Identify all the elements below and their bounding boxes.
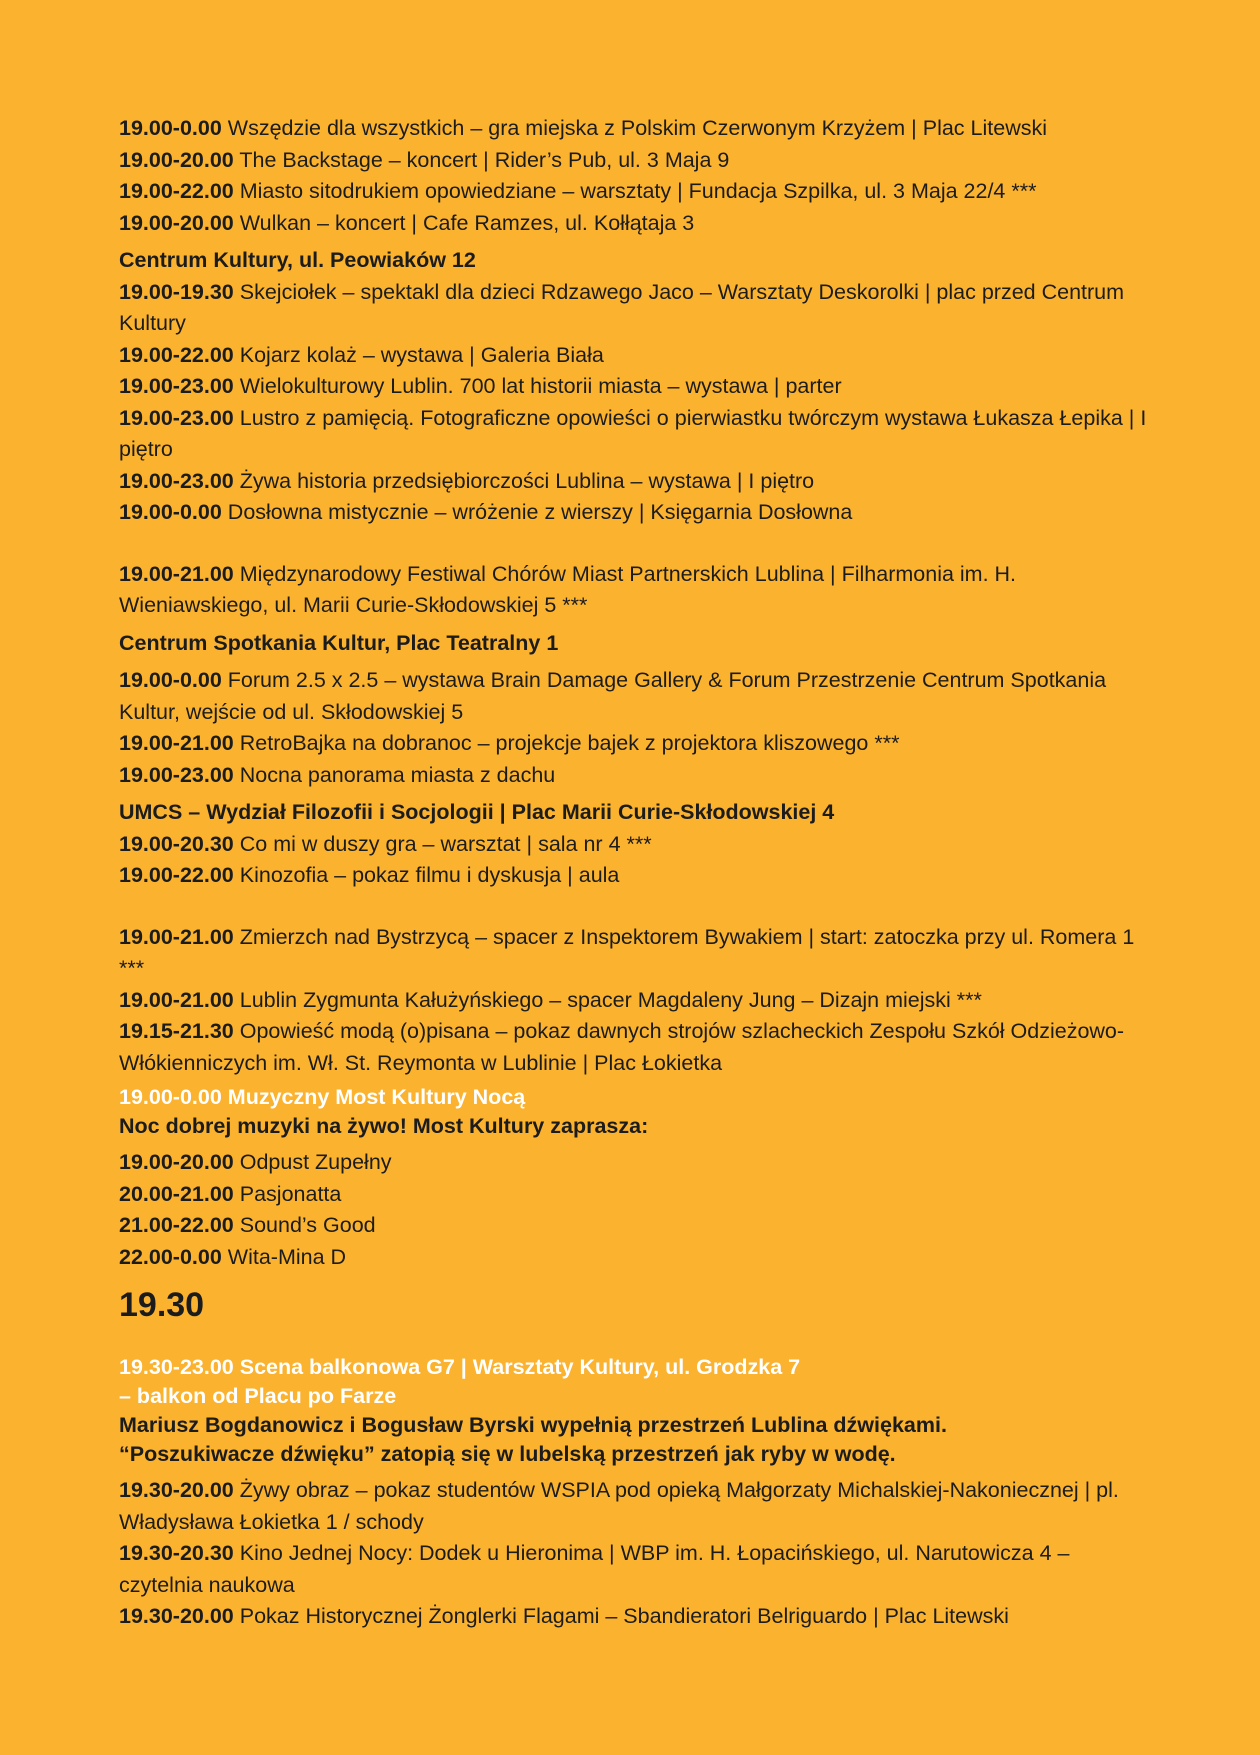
event-time: 19.00-0.00 xyxy=(119,668,222,692)
event-time: 19.00-21.00 xyxy=(119,561,234,586)
event-row xyxy=(119,208,1149,240)
event-desc: Lublin Zygmunta Kałużyńskiego – spacer Magdaleny Jung – Dizajn miejski *** xyxy=(239,987,982,1012)
event-row xyxy=(119,985,1149,1017)
event-time: 19.00-23.00 xyxy=(119,762,234,787)
event-row xyxy=(119,760,1149,792)
event-row xyxy=(119,1538,1149,1601)
event-time: 19.00-20.30 xyxy=(119,831,234,856)
event-desc: Opowieść modą (o)pisana – pokaz dawnych strojów szlacheckich Zespołu Szkół Odzieżowo-Włókienniczych im. Wł. St. Reymonta w Lublinie | Plac Łokietka xyxy=(119,1019,1125,1075)
event-desc: Żywy obraz – pokaz studentów WSPIA pod opieką Małgorzaty Michalskiej-Nakoniecznej | pl. Władysława Łokietka 1 / schody xyxy=(119,1478,1119,1534)
event-time: 19.00-23.00 xyxy=(119,374,234,398)
event-time: 19.00-23.00 xyxy=(119,468,234,493)
event-time: 21.00-22.00 xyxy=(119,1213,234,1237)
event-time: 19.00-23.00 xyxy=(119,405,234,430)
event-row xyxy=(119,277,1149,340)
section-events-2 xyxy=(119,277,1149,529)
most-kultury-heading: 19.00-0.00 Muzyczny Most Kultury Nocą xyxy=(119,1085,526,1109)
event-desc: Żywa historia przedsiębiorczości Lublina – wystawa | I piętro xyxy=(239,468,815,493)
event-desc: Zmierzch nad Bystrzycą – spacer z Inspektorem Bywakiem | start: zatoczka przy ul. Romera 1 *** xyxy=(119,924,1135,980)
event-time: 19.00-19.30 xyxy=(119,279,234,304)
event-desc: Wszędzie dla wszystkich – gra miejska z Polskim Czerwonym Krzyżem | Plac Litewski xyxy=(227,116,1048,140)
event-desc: RetroBajka na dobranoc – projekcje bajek z projektora kliszowego *** xyxy=(239,731,900,755)
event-desc: Wulkan – koncert | Cafe Ramzes, ul. Kołłątaja 3 xyxy=(239,210,695,235)
event-desc: Wita-Mina D xyxy=(227,1244,347,1269)
scena-subheading-line2: “Poszukiwacze dźwięku” zatopią się w lubelską przestrzeń jak ryby w wodę. xyxy=(119,1442,896,1466)
event-time: 19.30-20.00 xyxy=(119,1604,234,1628)
spacer xyxy=(119,892,1149,922)
venue-heading-csk: Centrum Spotkania Kultur, Plac Teatralny 1 xyxy=(119,630,559,655)
event-time: 19.00-22.00 xyxy=(119,179,234,203)
event-time: 19.00-21.00 xyxy=(119,987,234,1012)
event-row xyxy=(119,113,1149,145)
event-desc: Kojarz kolaż – wystawa | Galeria Biała xyxy=(239,342,604,367)
event-desc: Międzynarodowy Festiwal Chórów Miast Partnerskich Lublina | Filharmonia im. H. Wieniawskiego, ul. Marii Curie-Skłodowskiej 5 *** xyxy=(119,561,1017,617)
event-time: 20.00-21.00 xyxy=(119,1181,234,1206)
section-events-8 xyxy=(119,1475,1149,1633)
event-desc: Dosłowna mistycznie – wróżenie z wierszy | Księgarnia Dosłowna xyxy=(227,500,853,524)
scena-heading-line1: 19.30-23.00 Scena balkonowa G7 | Warsztaty Kultury, ul. Grodzka 7 xyxy=(119,1355,801,1379)
program-content xyxy=(119,113,1149,1633)
event-row xyxy=(119,176,1149,208)
event-row xyxy=(119,497,1149,529)
event-desc: Odpust Zupełny xyxy=(239,1150,392,1174)
section-events-7 xyxy=(119,1147,1149,1273)
event-row xyxy=(119,340,1149,372)
event-desc: The Backstage – koncert | Rider’s Pub, ul. 3 Maja 9 xyxy=(239,147,730,172)
event-desc: Pasjonatta xyxy=(239,1181,342,1206)
event-time: 19.00-21.00 xyxy=(119,731,234,755)
event-time: 19.00-21.00 xyxy=(119,924,234,949)
section-events-6 xyxy=(119,922,1149,1080)
hour-heading: 19.30 xyxy=(119,1286,205,1324)
event-desc: Wielokulturowy Lublin. 700 lat historii miasta – wystawa | parter xyxy=(239,374,842,398)
venue-heading-umcs: UMCS – Wydział Filozofii i Socjologii | Plac Marii Curie-Skłodowskiej 4 xyxy=(119,800,835,824)
event-desc: Lustro z pamięcią. Fotograficzne opowieści o pierwiastku twórczym wystawa Łukasza Łepika | I piętro xyxy=(119,405,1147,461)
event-row xyxy=(119,1475,1149,1538)
event-row xyxy=(119,665,1149,728)
event-time: 19.00-22.00 xyxy=(119,863,234,887)
section-events-5 xyxy=(119,829,1149,892)
event-row xyxy=(119,829,1149,861)
section-events-4 xyxy=(119,665,1149,791)
event-desc: Skejciołek – spektakl dla dzieci Rdzawego Jaco – Warsztaty Deskorolki | plac przed Centrum Kultury xyxy=(119,279,1125,335)
event-row xyxy=(119,1242,1149,1274)
event-row xyxy=(119,1016,1149,1079)
event-desc: Nocna panorama miasta z dachu xyxy=(239,762,556,787)
event-row xyxy=(119,1601,1149,1633)
event-row xyxy=(119,1147,1149,1179)
event-desc: Co mi w duszy gra – warsztat | sala nr 4 *** xyxy=(239,831,652,856)
event-time: 19.00-20.00 xyxy=(119,210,234,235)
event-row xyxy=(119,860,1149,892)
event-desc: Pokaz Historycznej Żonglerki Flagami – Sbandieratori Belriguardo | Plac Litewski xyxy=(239,1604,1009,1628)
event-desc: Kinozofia – pokaz filmu i dyskusja | aula xyxy=(239,863,620,887)
event-desc: Miasto sitodrukiem opowiedziane – warsztaty | Fundacja Szpilka, ul. 3 Maja 22/4 *** xyxy=(239,179,1037,203)
event-row xyxy=(119,559,1149,622)
section-events-3 xyxy=(119,559,1149,622)
event-time: 19.15-21.30 xyxy=(119,1019,234,1043)
event-row xyxy=(119,922,1149,985)
event-row xyxy=(119,1210,1149,1242)
section-events-1 xyxy=(119,113,1149,239)
event-time: 22.00-0.00 xyxy=(119,1244,222,1269)
event-row xyxy=(119,403,1149,466)
event-desc: Sound’s Good xyxy=(239,1213,376,1237)
scena-subheading-line1: Mariusz Bogdanowicz i Bogusław Byrski wypełnią przestrzeń Lublina dźwiękami. xyxy=(119,1413,947,1437)
event-time: 19.00-22.00 xyxy=(119,342,234,367)
event-time: 19.00-0.00 xyxy=(119,116,222,140)
scena-heading-line2: – balkon od Placu po Farze xyxy=(119,1384,397,1408)
event-row xyxy=(119,371,1149,403)
event-time: 19.30-20.00 xyxy=(119,1478,234,1502)
event-row xyxy=(119,728,1149,760)
event-desc: Kino Jednej Nocy: Dodek u Hieronima | WBP im. H. Łopacińskiego, ul. Narutowicza 4 – czytelnia naukowa xyxy=(119,1541,1070,1597)
event-desc: Forum 2.5 x 2.5 – wystawa Brain Damage Gallery & Forum Przestrzenie Centrum Spotkania Kultur, wejście od ul. Skłodowskiej 5 xyxy=(119,668,1107,724)
event-row xyxy=(119,145,1149,177)
event-time: 19.00-20.00 xyxy=(119,1150,234,1174)
venue-heading-centrum-kultury: Centrum Kultury, ul. Peowiaków 12 xyxy=(119,248,476,272)
event-time: 19.00-0.00 xyxy=(119,500,222,524)
event-row xyxy=(119,466,1149,498)
most-kultury-subheading: Noc dobrej muzyki na żywo! Most Kultury zaprasza: xyxy=(119,1114,649,1138)
event-time: 19.00-20.00 xyxy=(119,147,234,172)
event-time: 19.30-20.30 xyxy=(119,1541,234,1565)
spacer xyxy=(119,529,1149,559)
event-row xyxy=(119,1179,1149,1211)
